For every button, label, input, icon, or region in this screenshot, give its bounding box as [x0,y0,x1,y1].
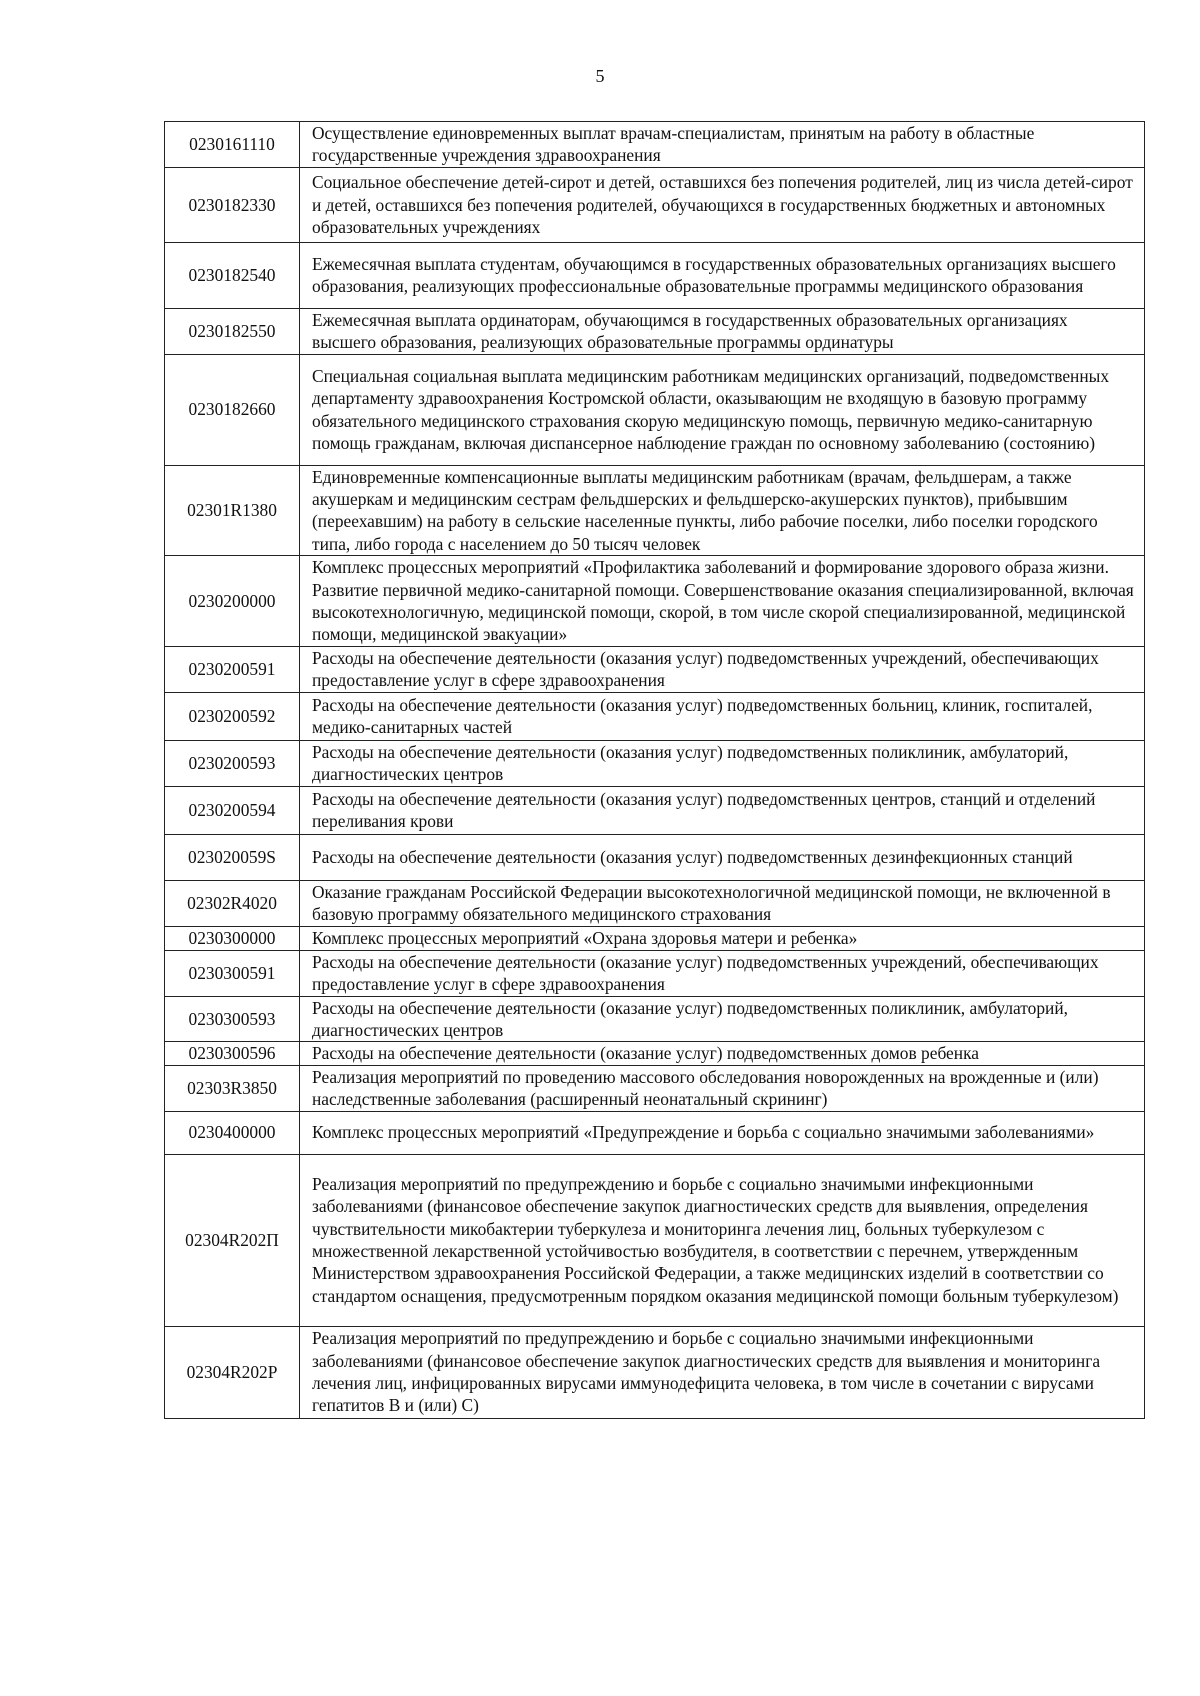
table-row [165,242,1145,308]
expense-description: Расходы на обеспечение деятельности (оказание услуг) подведомственных домов ребенка [300,1042,1145,1065]
table-row [165,1042,1145,1065]
budget-code: 0230300000 [165,926,300,950]
expense-description: Реализация мероприятий по проведению массового обследования новорожденных на врожденные и (или) наследственные заболевания (расширенный неонатальный скрининг) [300,1065,1145,1111]
table-row [165,1326,1145,1418]
budget-code: 0230182330 [165,167,300,242]
table-row [165,786,1145,834]
table-row [165,122,1145,168]
expense-description: Реализация мероприятий по предупреждению и борьбе с социально значимыми инфекционными заболеваниями (финансовое обеспечение закупок диагностических средств для выявления и мониторинга лечения лиц, инфицированных вирусами иммунодефицита человека, в том числе в сочетании с вирусами гепатитов B и (или) C) [300,1326,1145,1418]
budget-code: 0230182540 [165,242,300,308]
page-number: 5 [595,66,605,86]
table-row [165,354,1145,465]
table-row [165,308,1145,354]
table-row [165,556,1145,647]
expense-description: Расходы на обеспечение деятельности (оказания услуг) подведомственных учреждений, обеспечивающих предоставление услуг в сфере здравоохранения [300,646,1145,692]
budget-code: 0230182660 [165,354,300,465]
budget-code: 02303R3850 [165,1065,300,1111]
expense-description: Расходы на обеспечение деятельности (оказание услуг) подведомственных учреждений, обеспечивающих предоставление услуг в сфере здравоохранения [300,950,1145,996]
table-row [165,950,1145,996]
table-row [165,1154,1145,1326]
expense-description: Расходы на обеспечение деятельности (оказания услуг) подведомственных поликлиник, амбулаторий, диагностических центров [300,740,1145,786]
table-row [165,740,1145,786]
table-row [165,1111,1145,1154]
expense-description: Осуществление единовременных выплат врачам-специалистам, принятым на работу в областные государственные учреждения здравоохранения [300,122,1145,168]
budget-code: 02302R4020 [165,880,300,926]
budget-code: 0230182550 [165,308,300,354]
budget-code: 0230200000 [165,556,300,647]
budget-code: 023020059S [165,834,300,880]
budget-code: 0230200592 [165,692,300,740]
table-row [165,834,1145,880]
expense-description: Расходы на обеспечение деятельности (оказания услуг) подведомственных центров, станций и отделений переливания крови [300,786,1145,834]
budget-code: 0230300593 [165,996,300,1042]
expense-description: Расходы на обеспечение деятельности (оказания услуг) подведомственных дезинфекционных станций [300,834,1145,880]
table-body [165,122,1145,1419]
budget-code: 02304R202Р [165,1326,300,1418]
budget-code: 0230300591 [165,950,300,996]
table-row [165,465,1145,556]
budget-code: 0230400000 [165,1111,300,1154]
expense-description: Реализация мероприятий по предупреждению и борьбе с социально значимыми инфекционными заболеваниями (финансовое обеспечение закупок диагностических средств для выявления, определения чувствительности микобактерии туберкулеза и мониторинга лечения лиц, больных туберкулезом с множественной лекарственной устойчивостью возбудителя, в соответствии с перечнем, утвержденным Министерством здравоохранения Российской Федерации, а также медицинских изделий в соответствии со стандартом оснащения, предусмотренным порядком оказания медицинской помощи больным туберкулезом) [300,1154,1145,1326]
budget-code: 02301R1380 [165,465,300,556]
budget-code: 0230200594 [165,786,300,834]
budget-code: 0230200591 [165,646,300,692]
expense-description: Комплекс процессных мероприятий «Охрана здоровья матери и ребенка» [300,926,1145,950]
budget-codes-table [164,121,1145,1419]
expense-description: Единовременные компенсационные выплаты медицинским работникам (врачам, фельдшерам, а также акушеркам и медицинским сестрам фельдшерских и фельдшерско-акушерских пунктов), прибывшим (переехавшим) на работу в сельские населенные пункты, либо рабочие поселки, либо поселки городского типа, либо города с населением до 50 тысяч человек [300,465,1145,556]
table-row [165,1065,1145,1111]
expense-description: Комплекс процессных мероприятий «Предупреждение и борьба с социально значимыми заболеваниями» [300,1111,1145,1154]
expense-description: Расходы на обеспечение деятельности (оказания услуг) подведомственных больниц, клиник, госпиталей, медико-санитарных частей [300,692,1145,740]
budget-code: 02304R202П [165,1154,300,1326]
budget-code: 0230300596 [165,1042,300,1065]
expense-description: Оказание гражданам Российской Федерации высокотехнологичной медицинской помощи, не включенной в базовую программу обязательного медицинского страхования [300,880,1145,926]
expense-description: Социальное обеспечение детей-сирот и детей, оставшихся без попечения родителей, лиц из числа детей-сирот и детей, оставшихся без попечения родителей, обучающихся в государственных бюджетных и автономных образовательных учреждениях [300,167,1145,242]
expense-description: Специальная социальная выплата медицинским работникам медицинских организаций, подведомственных департаменту здравоохранения Костромской области, оказывающим не входящую в базовую программу обязательного медицинского страхования скорую медицинскую помощь, первичную медико-санитарную помощь гражданам, включая диспансерное наблюдение граждан по основному заболеванию (состоянию) [300,354,1145,465]
table-row [165,926,1145,950]
table-row [165,996,1145,1042]
expense-description: Комплекс процессных мероприятий «Профилактика заболеваний и формирование здорового образа жизни. Развитие первичной медико-санитарной помощи. Совершенствование оказания специализированной, включая высокотехнологичную, медицинской помощи, скорой, в том числе скорой специализированной, медицинской помощи, медицинской эвакуации» [300,556,1145,647]
table-row [165,646,1145,692]
table-row [165,692,1145,740]
table-row [165,167,1145,242]
table-row [165,880,1145,926]
expense-description: Ежемесячная выплата студентам, обучающимся в государственных образовательных организациях высшего образования, реализующих профессиональные образовательные программы медицинского образования [300,242,1145,308]
budget-code: 0230200593 [165,740,300,786]
expense-description: Расходы на обеспечение деятельности (оказание услуг) подведомственных поликлиник, амбулаторий, диагностических центров [300,996,1145,1042]
expense-description: Ежемесячная выплата ординаторам, обучающимся в государственных образовательных организациях высшего образования, реализующих образовательные программы ординатуры [300,308,1145,354]
budget-code: 0230161110 [165,122,300,168]
